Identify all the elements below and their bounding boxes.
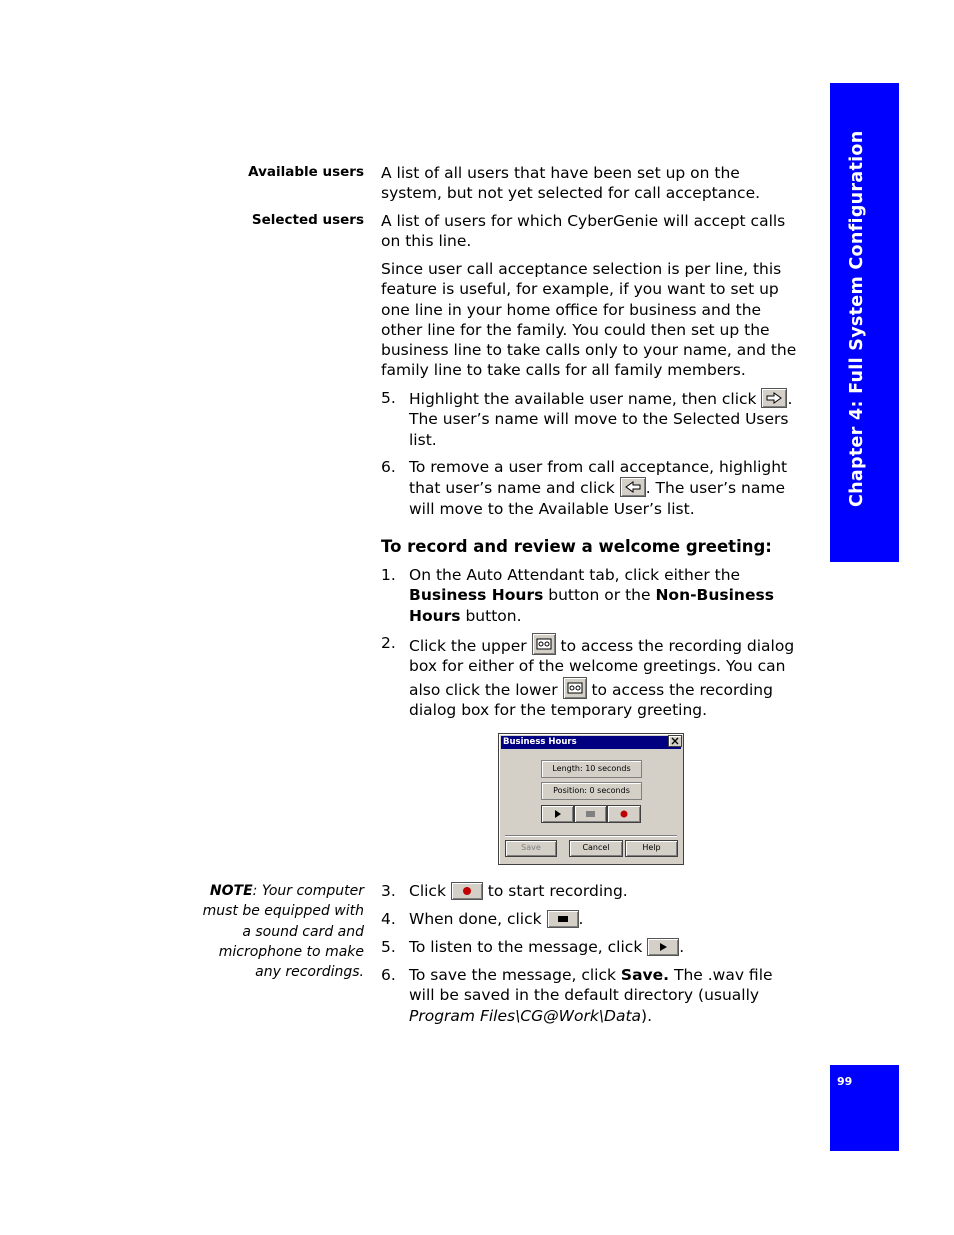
default-directory-path: Program Files\CG@Work\Data	[409, 1006, 642, 1025]
side-note: NOTE: Your computer must be equipped with a sound card and microphone to make any recordings.	[202, 883, 364, 981]
definition-selected-users: A list of users for which CyberGenie will accept calls on this line.	[381, 212, 786, 251]
term-available-users: Available users	[248, 164, 364, 180]
play-icon	[647, 938, 679, 956]
step-5-add-user: 5. Highlight the available user name, then click . The user’s name will move to the Selected Users list.	[381, 389, 793, 449]
dialog-title: Business Hours	[501, 736, 681, 749]
step-3-start-recording: 3. Click to start recording.	[381, 882, 628, 900]
tape-recorder-icon	[532, 633, 556, 655]
dialog-divider	[505, 835, 677, 837]
record-icon	[451, 882, 483, 900]
left-arrow-icon	[620, 477, 646, 497]
step-1-auto-attendant: 1. On the Auto Attendant tab, click either the Business Hours button or the Non-Business Hours button.	[381, 566, 774, 625]
step-6-remove-user: 6. To remove a user from call acceptance, highlight that user’s name and click . The user’s name will move to the Available User’s list.	[381, 458, 788, 518]
explanation-paragraph: Since user call acceptance selection is per line, this feature is useful, for example, if you want to set up one line in your home office for business and the other line for the family. You could then set up the business line to take calls only to your name, and the family line to take calls for all family members.	[381, 260, 797, 380]
step-4-stop-recording: 4. When done, click .	[381, 910, 584, 928]
tape-recorder-icon	[563, 677, 587, 699]
step-number: 6.	[381, 458, 396, 476]
cancel-button[interactable]: Cancel	[569, 840, 623, 857]
definition-available-users: A list of all users that have been set up on the system, but not yet selected for call acceptance.	[381, 164, 761, 203]
help-button[interactable]: Help	[625, 840, 678, 857]
right-arrow-icon	[761, 388, 787, 408]
page-number-tab	[830, 1065, 899, 1151]
position-field: Position: 0 seconds	[541, 782, 642, 800]
section-heading: To record and review a welcome greeting:	[381, 537, 772, 556]
close-icon[interactable]	[668, 735, 682, 747]
step-5-listen: 5. To listen to the message, click .	[381, 938, 685, 956]
length-field: Length: 10 seconds	[541, 760, 642, 778]
stop-button[interactable]	[574, 805, 607, 823]
step-2-recording-dialog: 2. Click the upper to access the recording dialog box for either of the welcome greetings. You can also click the lower to access the recording dialog box for the temporary greeting.	[381, 634, 795, 719]
record-button[interactable]	[607, 805, 641, 823]
stop-icon	[547, 910, 579, 928]
step-number: 5.	[381, 389, 396, 407]
page-number: 99	[837, 1075, 853, 1088]
play-button[interactable]	[541, 805, 574, 823]
save-button[interactable]: Save	[505, 840, 557, 857]
business-hours-dialog	[498, 733, 684, 865]
chapter-title: Chapter 4: Full System Configuration	[847, 130, 867, 507]
step-6-save: 6. To save the message, click Save. The .wav file will be saved in the default directory (usually Program Files\CG@Work\Data).	[381, 966, 773, 1025]
term-selected-users: Selected users	[251, 212, 364, 228]
